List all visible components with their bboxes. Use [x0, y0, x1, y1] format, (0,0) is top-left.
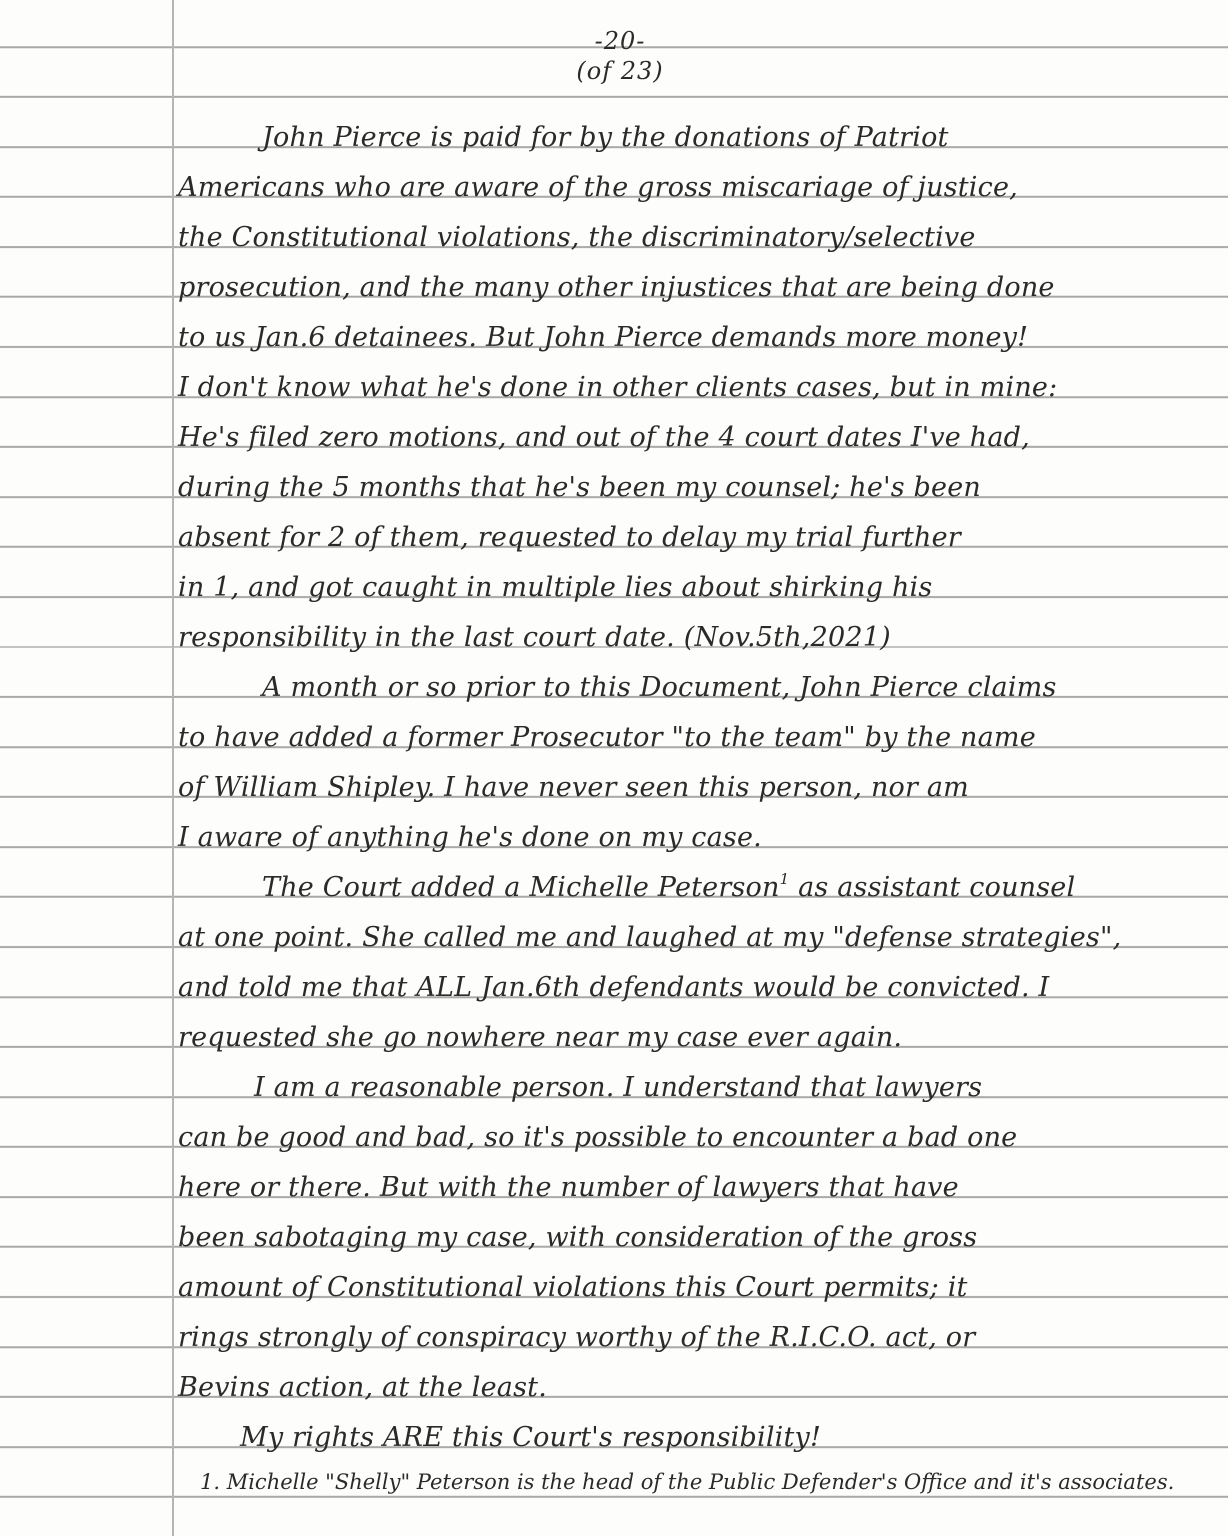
text-line-9: absent for 2 of them, requested to delay my trial further: [178, 522, 961, 553]
text-line-20: I am a reasonable person. I understand that lawyers: [254, 1072, 983, 1103]
text-line-16-end: as assistant counsel: [789, 872, 1076, 903]
text-line-27: My rights ARE this Court's responsibility!: [240, 1422, 822, 1453]
text-line-7: He's filed zero motions, and out of the 4 court dates I've had,: [178, 422, 1030, 453]
text-line-14: of William Shipley. I have never seen this person, nor am: [178, 772, 969, 803]
text-line-21: can be good and bad, so it's possible to encounter a bad one: [178, 1122, 1018, 1153]
margin-line: [172, 0, 174, 1536]
footnote: 1. Michelle "Shelly" Peterson is the head of the Public Defender's Office and it's associates.: [200, 1470, 1175, 1494]
text-line-8: during the 5 months that he's been my counsel; he's been: [178, 472, 981, 503]
page-count: (of 23): [576, 57, 664, 85]
text-line-26: Bevins action, at the least.: [178, 1372, 547, 1403]
page-header: [560, 26, 680, 86]
text-line-23: been sabotaging my case, with consideration of the gross: [178, 1222, 978, 1253]
text-line-12: A month or so prior to this Document, John Pierce claims: [262, 672, 1057, 703]
page-number: -20-: [594, 27, 646, 55]
text-line-4: prosecution, and the many other injustices that are being done: [178, 272, 1055, 303]
text-line-24: amount of Constitutional violations this Court permits; it: [178, 1272, 968, 1303]
text-line-17: at one point. She called me and laughed at my "defense strategies",: [178, 922, 1122, 953]
footnote-marker: 1: [779, 870, 790, 888]
text-line-16: [262, 872, 1075, 904]
text-line-18: and told me that ALL Jan.6th defendants would be convicted. I: [178, 972, 1050, 1003]
text-line-22: here or there. But with the number of lawyers that have: [178, 1172, 959, 1203]
text-line-3: the Constitutional violations, the discriminatory/selective: [178, 222, 976, 253]
text-line-25: rings strongly of conspiracy worthy of the R.I.C.O. act, or: [178, 1322, 976, 1353]
text-line-1: John Pierce is paid for by the donations of Patriot: [262, 122, 949, 153]
text-line-19: requested she go nowhere near my case ever again.: [178, 1022, 903, 1053]
text-line-6: I don't know what he's done in other clients cases, but in mine:: [178, 372, 1058, 403]
text-line-2: Americans who are aware of the gross miscariage of justice,: [178, 172, 1018, 203]
text-line-10: in 1, and got caught in multiple lies about shirking his: [178, 572, 933, 603]
text-line-5: to us Jan.6 detainees. But John Pierce demands more money!: [178, 322, 1029, 353]
text-line-13: to have added a former Prosecutor "to the team" by the name: [178, 722, 1036, 753]
text-line-16-start: The Court added a Michelle Peterson: [262, 872, 780, 903]
text-line-15: I aware of anything he's done on my case.: [178, 822, 762, 853]
text-line-11: responsibility in the last court date. (Nov.5th,2021): [178, 622, 891, 653]
